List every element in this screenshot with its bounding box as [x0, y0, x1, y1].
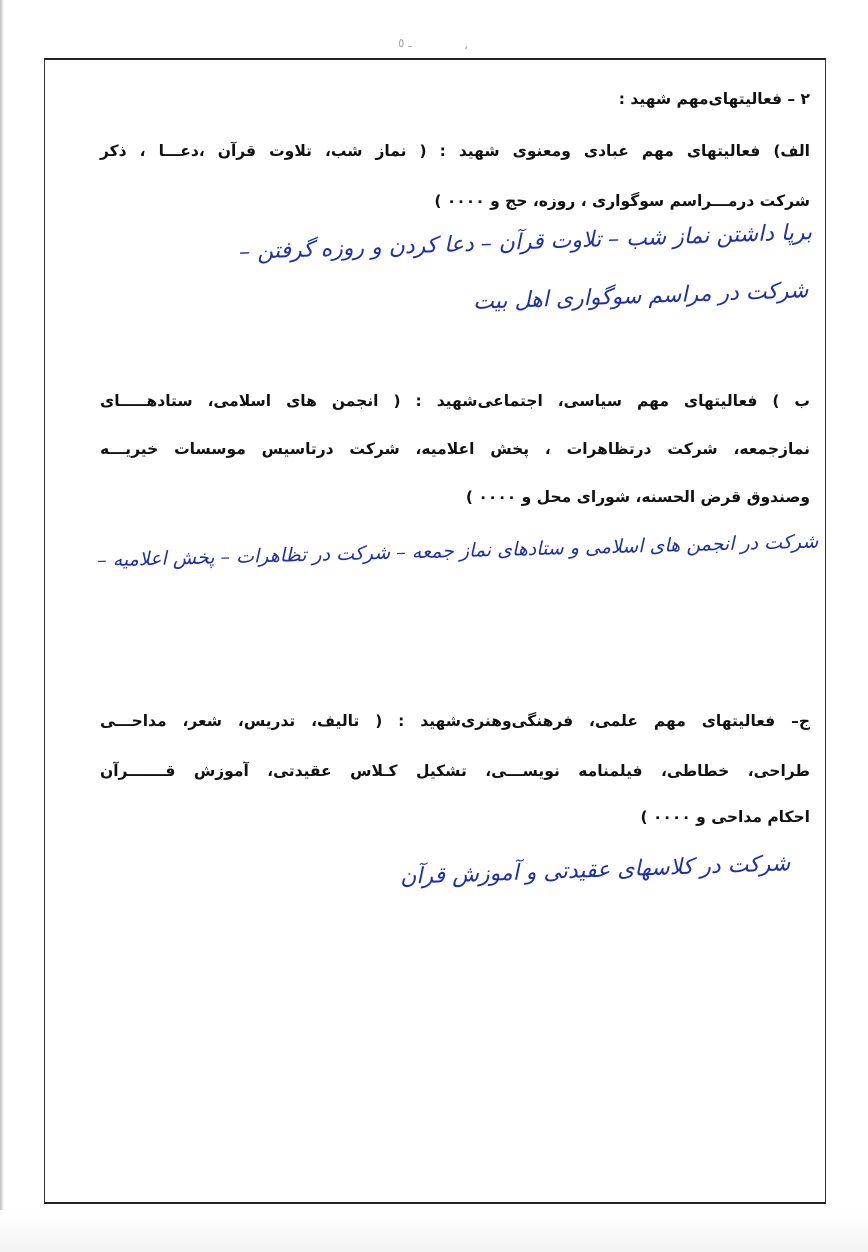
part-a-printed-line-2: شرکت درمـــراسم سوگواری ، روزه، حج و ۰۰۰۰ ) [434, 192, 810, 210]
part-c-printed-line-2: طراحی، خطاطی، فیلمنامه نویســـی، تشکیل کـلاس عقیدتی، آموزش قـــــــرآن [100, 762, 810, 780]
part-c-printed-line-3: احکام مداحی و ۰۰۰۰ ) [640, 808, 810, 826]
scan-edge [0, 0, 4, 1252]
part-b-printed-line-2: نمازجمعه، شرکت درتظاهرات ، پخش اعلامیه، شرکت درتاسیس موسسات خیریـــه [100, 440, 810, 458]
section-heading: ۲ – فعالیتهای‌مهم شهید : [618, 90, 810, 108]
part-c-printed-line-1: ج– فعالیتهای مهم علمی، فرهنگی‌وهنری‌شهید : ( تالیف، تدریس، شعر، مداحـــی [100, 712, 810, 730]
scan-speck: ، [464, 38, 468, 52]
part-a-handwritten-line-1: برپا داشتن نماز شب – تلاوت قرآن – دعا کردن و روزه گرفتن – [238, 220, 813, 265]
scan-speck: ـ ٥ [398, 36, 412, 50]
part-a-printed-line-1: الف) فعالیتهای مهم عبادی ومعنوی شهید : ( نماز شب، تلاوت قرآن ،دعـــا ، ذکر [100, 142, 810, 160]
scan-bottom-margin [0, 1210, 868, 1252]
part-a-handwritten-line-2: شرکت در مراسم سوگواری اهل بیت [472, 278, 809, 315]
part-c-handwritten-line-1: شرکت در کلاسهای عقیدتی و آموزش قرآن [399, 851, 791, 890]
part-b-printed-line-3: وصندوق قرض الحسنه، شورای محل و ۰۰۰۰ ) [465, 488, 810, 506]
part-b-printed-line-1: ب ) فعالیتهای مهم سیاسی، اجتماعی‌شهید : ( انجمن های اسلامی، ستادهـــــای [100, 392, 810, 410]
part-b-handwritten-line-1: شرکت در انجمن های اسلامی و ستادهای نماز جمعه – شرکت در تظاهرات – پخش اعلامیه – [96, 530, 819, 572]
